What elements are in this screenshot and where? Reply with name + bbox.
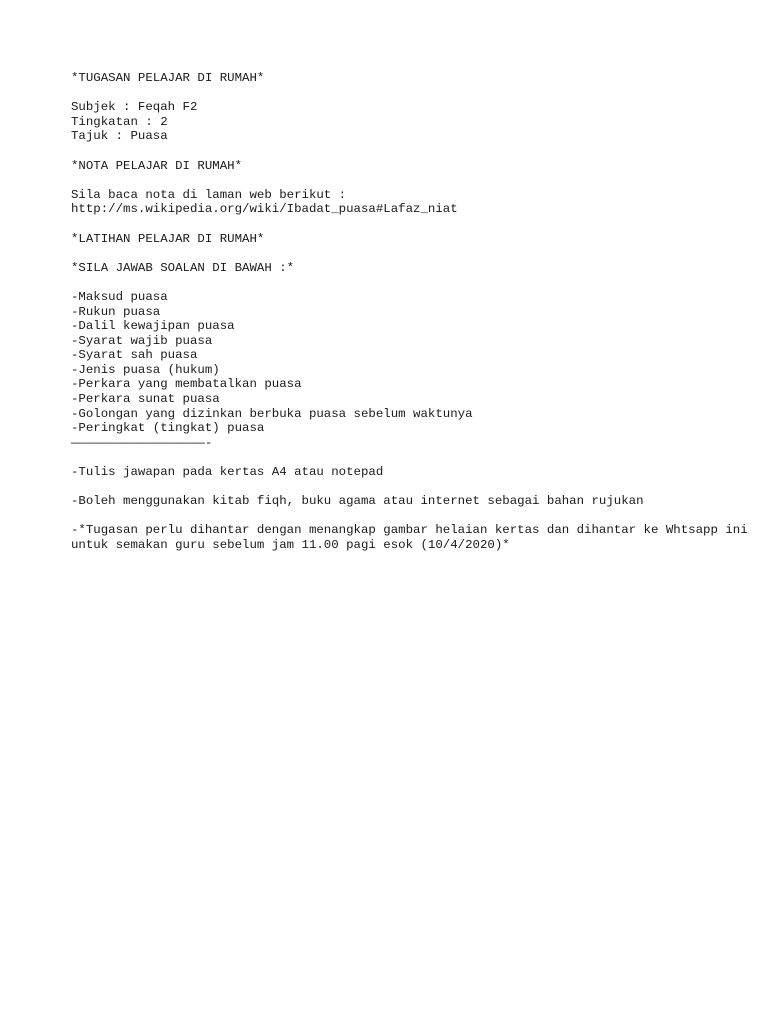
question-item: -Peringkat (tingkat) puasa [71,421,265,436]
blank-line [71,86,751,101]
blank-line [71,275,751,290]
question-item: -Dalil kewajipan puasa [71,319,235,334]
blank-line [71,173,751,188]
exercise-heading: *LATIHAN PELAJAR DI RUMAH* [71,231,265,246]
question-item: -Golongan yang dizinkan berbuka puasa sebelum waktunya [71,406,473,421]
divider-line: ——————————————————- [71,435,213,450]
level-line: Tingkatan : 2 [71,114,168,129]
document-page [71,71,751,553]
exercise-instruction: *SILA JAWAB SOALAN DI BAWAH :* [71,260,295,275]
topic-line: Tajuk : Puasa [71,129,168,144]
blank-line [71,144,751,159]
guideline-paper: -Tulis jawapan pada kertas A4 atau notepad [71,465,384,480]
question-item: -Perkara yang membatalkan puasa [71,377,302,392]
guideline-references: -Boleh menggunakan kitab fiqh, buku agama atau internet sebagai bahan rujukan [71,494,644,509]
blank-line [71,246,751,261]
blank-line [71,480,751,495]
question-item: -Rukun puasa [71,304,161,319]
question-list [71,290,751,436]
blank-line [71,217,751,232]
question-item: -Syarat wajib puasa [71,333,213,348]
subject-line: Subjek : Feqah F2 [71,100,198,115]
document-heading: *TUGASAN PELAJAR DI RUMAH* [71,71,265,85]
question-item: -Maksud puasa [71,289,168,304]
notes-heading: *NOTA PELAJAR DI RUMAH* [71,158,243,173]
question-item: -Syarat sah puasa [71,348,198,363]
question-item: -Jenis puasa (hukum) [71,362,220,377]
blank-line [71,509,751,524]
blank-line [71,450,751,465]
guideline-submission: -*Tugasan perlu dihantar dengan menangkap gambar helaian kertas dan dihantar ke Whtsapp ini untuk semakan guru sebelum jam 11.00 pagi esok (10/4/2020)* [71,523,748,552]
notes-link[interactable]: http://ms.wikipedia.org/wiki/Ibadat_puasa#Lafaz_niat [71,202,458,217]
notes-intro: Sila baca nota di laman web berikut : [71,187,347,202]
question-item: -Perkara sunat puasa [71,392,220,407]
